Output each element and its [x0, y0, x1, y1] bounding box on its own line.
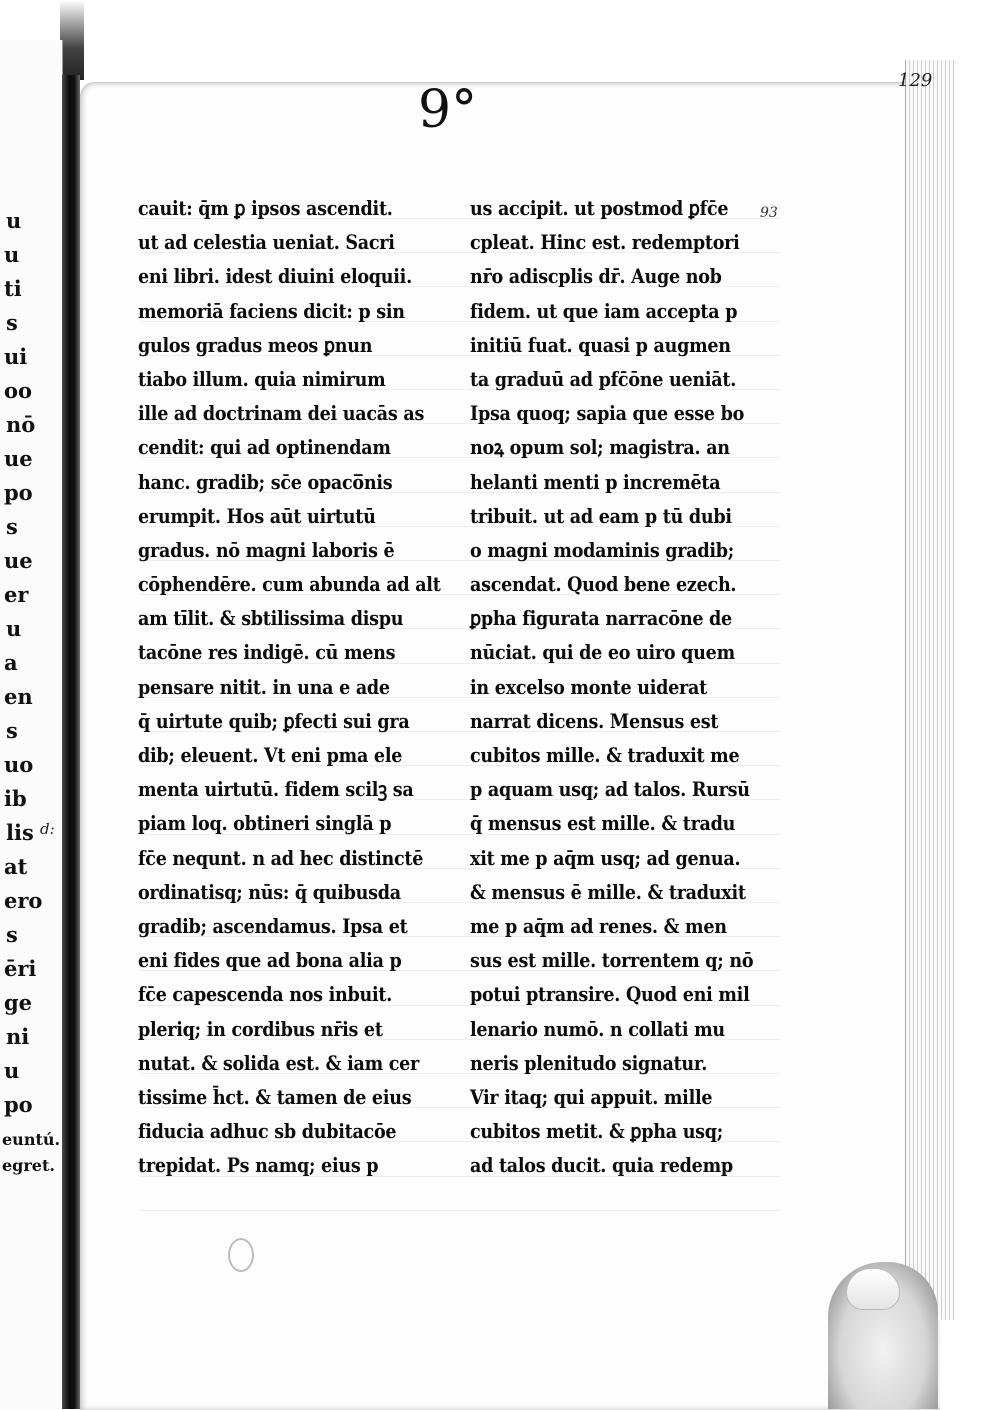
facing-page-fragment: ue	[4, 446, 33, 471]
manuscript-line: helanti menti p incremēta	[470, 470, 721, 494]
book-gutter	[62, 75, 80, 1409]
thumbnail-nail	[846, 1268, 900, 1310]
manuscript-line: ut ad celestia ueniat. Sacri	[138, 231, 395, 255]
facing-page-fragment: s	[6, 514, 18, 539]
manuscript-line: p aquam usq; ad talos. Rursū	[470, 778, 750, 802]
manuscript-line: tissime h̄ct. & tamen de eius	[138, 1085, 412, 1109]
text-column-left	[138, 192, 441, 1183]
manuscript-line: gradib; ascendamus. Ipsa et	[138, 914, 408, 938]
manuscript-line: fc̄e capescenda nos inbuit.	[138, 983, 393, 1007]
manuscript-line: cubitos metit. & ꝑpha usq;	[470, 1120, 724, 1144]
manuscript-line: me p aq̄m ad renes. & men	[470, 914, 727, 938]
manuscript-line: initiū fuat. quasi p augmen	[470, 333, 731, 357]
facing-page-fragment: at	[4, 854, 28, 879]
manuscript-line: erumpit. Hos aūt uirtutū	[138, 504, 376, 528]
facing-page-fragment: s	[6, 310, 18, 335]
manuscript-line: pleriq; in cordibus nr̄is et	[138, 1017, 383, 1041]
margin-note-top: 93	[760, 205, 778, 221]
manuscript-line: pensare nitit. in una e ade	[138, 675, 390, 699]
facing-page-fragment: en	[4, 684, 33, 709]
facing-page-fragment: s	[6, 922, 18, 947]
facing-page-fragment: ib	[4, 786, 27, 811]
ruling-line	[140, 1210, 780, 1211]
manuscript-line: ad talos ducit. quia redemp	[470, 1154, 733, 1178]
manuscript-line: ascendat. Quod bene ezech.	[470, 573, 737, 597]
manuscript-line: fidem. ut que iam accepta p	[470, 299, 738, 323]
facing-page	[0, 40, 63, 1409]
manuscript-line: hanc. gradib; sc̄e opaco̅nis	[138, 470, 393, 494]
text-column-right	[470, 192, 780, 1183]
manuscript-line: tribuit. ut ad eam p tū dubi	[470, 504, 732, 528]
manuscript-line: Ipsa quoq; sapia que esse bo	[470, 402, 745, 426]
page-edges	[905, 60, 956, 1320]
manuscript-line: ꝑpha figurata narracōne de	[470, 607, 732, 631]
facing-page-fragment: ui	[4, 344, 28, 369]
manuscript-line: nūciat. qui de eo uiro quem	[470, 641, 735, 665]
facing-page-fragment: ue	[4, 548, 33, 573]
margin-gloss-mark: d:	[40, 820, 55, 838]
manuscript-line: q̄ uirtute quib; ꝑfecti sui gra	[138, 709, 410, 733]
manuscript-line: xit me p aq̄m usq; ad genua.	[470, 846, 741, 870]
manuscript-line: cōphendēre. cum abunda ad alt	[138, 573, 441, 597]
facing-page-fragment: nō	[6, 412, 36, 437]
facing-page-fragment: ge	[4, 990, 33, 1015]
manuscript-line: ta graduū ad pfc̄ōne ueniāt.	[470, 367, 737, 391]
manuscript-line: ille ad doctrinam dei uacās as	[138, 402, 425, 426]
manuscript-line: nr̄o adiscplis dr̄. Auge nob	[470, 265, 722, 289]
manuscript-line: tiabo illum. quia nimirum	[138, 367, 386, 391]
facing-page-fragment: uo	[4, 752, 34, 777]
facing-page-fragment: po	[4, 1092, 33, 1117]
manuscript-line: gulos gradus meos ꝑnun	[138, 333, 373, 357]
manuscript-line: q̄ mensus est mille. & tradu	[470, 812, 736, 836]
manuscript-line: & mensus ē mille. & traduxit	[470, 880, 746, 904]
facing-page-fragment: s	[6, 718, 18, 743]
facing-page-fragment: u	[6, 208, 22, 233]
manuscript-line: ordinatisq; nūs: q̄ quibusda	[138, 880, 401, 904]
manuscript-line: o magni modaminis gradib;	[470, 538, 734, 562]
facing-page-fragment: u	[4, 242, 20, 267]
manuscript-line: fiducia adhuc sb dubitacōe	[138, 1120, 397, 1144]
manuscript-line: eni fides que ad bona alia p	[138, 949, 402, 973]
manuscript-line: lenario numō. n collati mu	[470, 1017, 725, 1041]
quire-mark: 9°	[418, 80, 478, 140]
manuscript-line: menta uirtutū. fidem scilꝫ sa	[138, 778, 414, 802]
margin-note-bottom-1: euntú.	[2, 1130, 61, 1149]
manuscript-line: cubitos mille. & traduxit me	[470, 744, 740, 767]
facing-page-fragment: er	[4, 582, 29, 607]
manuscript-line: neris plenitudo signatur.	[470, 1051, 708, 1075]
manuscript-line: sus est mille. torrentem q; nō	[470, 949, 754, 973]
facing-page-fragment: ti	[4, 276, 22, 301]
manuscript-line: gradus. nō magni laboris ē	[138, 538, 395, 562]
manuscript-line: trepidat. Ps namq; eius p	[138, 1154, 379, 1178]
manuscript-line: eni libri. idest diuini eloquii.	[138, 265, 412, 289]
ink-blot	[228, 1238, 254, 1272]
manuscript-line: am tīlit. & sbtilissima dispu	[138, 607, 404, 631]
manuscript-line: cauit: q̄m ꝑ ipsos ascendit.	[138, 197, 393, 220]
manuscript-line: cpleat. Hinc est. redemptori	[470, 231, 740, 255]
manuscript-line: dib; eleuent. Vt eni pma ele	[138, 744, 403, 767]
manuscript-line: cendit: qui ad optinendam	[138, 436, 391, 460]
facing-page-fragment: lis	[6, 820, 34, 845]
manuscript-line: potui ptransire. Quod eni mil	[470, 983, 750, 1007]
facing-page-fragment: u	[4, 1058, 20, 1083]
margin-note-bottom-2: egret.	[2, 1156, 55, 1175]
facing-page-fragment: u	[6, 616, 22, 641]
manuscript-line: fc̄e nequnt. n ad hec distinctē	[138, 846, 424, 870]
folio-number: 129	[898, 70, 933, 91]
spine-top	[60, 0, 84, 80]
manuscript-line: tacōne res indigē. cū mens	[138, 641, 396, 665]
facing-page-fragment: oo	[4, 378, 33, 403]
facing-page-fragment: ero	[4, 888, 43, 913]
manuscript-line: in excelso monte uiderat	[470, 675, 707, 699]
facing-page-fragment: ni	[6, 1024, 30, 1049]
facing-page-fragment: a	[4, 650, 18, 675]
manuscript-line: Vir itaq; qui appuit. mille	[470, 1085, 713, 1109]
manuscript-line: noꝝ opum sol; magistra. an	[470, 436, 730, 460]
facing-page-fragment: po	[4, 480, 33, 505]
manuscript-line: nutat. & solida est. & iam cer	[138, 1051, 419, 1075]
manuscript-line: narrat dicens. Mensus est	[470, 709, 719, 733]
manuscript-line: piam loq. obtineri singlā p	[138, 812, 392, 836]
manuscript-line: us accipit. ut postmod ꝑfc̄e	[470, 197, 729, 220]
manuscript-line: memoriā faciens dicit: p sin	[138, 299, 405, 323]
facing-page-fragment: ēri	[4, 956, 37, 981]
